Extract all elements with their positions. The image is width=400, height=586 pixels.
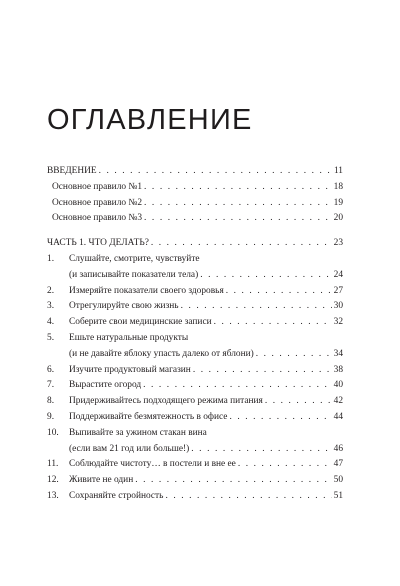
toc-page: 19 xyxy=(333,197,343,208)
toc-label: Основное правило №1 xyxy=(52,181,143,192)
toc-page: 46 xyxy=(333,443,343,454)
toc-label: ЧАСТЬ 1. ЧТО ДЕЛАТЬ? xyxy=(47,238,149,249)
leader-dots xyxy=(191,442,331,458)
toc-entry[interactable] xyxy=(47,473,343,489)
toc-number: 7. xyxy=(47,380,55,391)
leader-dots xyxy=(99,164,332,180)
toc-number: 1. xyxy=(47,253,55,264)
toc-page: 44 xyxy=(333,411,343,422)
toc-entry[interactable] xyxy=(47,442,343,458)
toc-page: 47 xyxy=(333,459,343,470)
toc-label: Изучите продуктовый магазин xyxy=(69,364,191,375)
toc-entry[interactable] xyxy=(47,180,343,196)
toc-number: 9. xyxy=(47,411,55,422)
toc-page: 50 xyxy=(333,475,343,486)
toc-page: 34 xyxy=(333,348,343,359)
page-title: ОГЛАВЛЕНИЕ xyxy=(47,104,253,136)
toc-number: 2. xyxy=(47,285,55,296)
toc-label: Измеряйте показатели своего здоровья xyxy=(69,285,224,296)
leader-dots xyxy=(144,180,332,196)
toc-page: 30 xyxy=(333,301,343,312)
leader-dots xyxy=(214,315,332,331)
leader-dots xyxy=(256,347,332,363)
leader-dots xyxy=(265,394,332,410)
toc-entry[interactable] xyxy=(47,394,343,410)
toc-number: 8. xyxy=(47,396,55,407)
leader-dots xyxy=(229,410,331,426)
leader-dots xyxy=(135,473,331,489)
toc-entry[interactable] xyxy=(47,363,343,379)
toc-label: (если вам 21 год или больше!) xyxy=(69,443,190,454)
leader-dots xyxy=(238,457,332,473)
toc-label: Основное правило №3 xyxy=(52,213,143,224)
toc-label: Сохраняйте стройность xyxy=(69,490,164,501)
toc-number: 12. xyxy=(47,475,59,486)
toc-entry[interactable] xyxy=(47,457,343,473)
toc-number: 4. xyxy=(47,317,55,328)
toc-page: 20 xyxy=(333,213,343,224)
toc-number: 3. xyxy=(47,301,55,312)
toc-entry[interactable] xyxy=(47,410,343,426)
leader-dots xyxy=(144,196,332,212)
toc-page: 42 xyxy=(333,396,343,407)
leader-dots xyxy=(144,211,332,227)
toc-page: 23 xyxy=(333,238,343,249)
toc-label: (и не давайте яблоку упасть далеко от яблони) xyxy=(69,348,254,359)
toc-label: Отрегулируйте свою жизнь xyxy=(69,301,179,312)
toc-number: 10. xyxy=(47,427,59,438)
table-of-contents xyxy=(47,164,343,505)
toc-page: 32 xyxy=(333,317,343,328)
toc-page: 40 xyxy=(333,380,343,391)
toc-number: 5. xyxy=(47,332,55,343)
leader-dots xyxy=(193,363,332,379)
leader-dots xyxy=(151,236,332,252)
toc-page: 24 xyxy=(333,269,343,280)
toc-entry[interactable] xyxy=(47,299,343,315)
toc-entry[interactable] xyxy=(47,236,343,252)
toc-label: ВВЕДЕНИЕ xyxy=(47,166,97,176)
leader-dots xyxy=(181,299,332,315)
leader-dots xyxy=(200,268,331,284)
toc-entry[interactable] xyxy=(47,347,343,363)
toc-label: Живите не один xyxy=(69,475,134,486)
toc-label: (и записывайте показатели тела) xyxy=(69,269,199,280)
toc-entry[interactable] xyxy=(47,252,343,268)
toc-entry[interactable] xyxy=(47,284,343,300)
toc-entry[interactable] xyxy=(47,268,343,284)
toc-entry[interactable] xyxy=(47,196,343,212)
toc-entry[interactable] xyxy=(47,378,343,394)
toc-page: 18 xyxy=(333,181,343,192)
toc-page: 11 xyxy=(333,166,343,176)
toc-entry[interactable] xyxy=(47,211,343,227)
toc-label: Основное правило №2 xyxy=(52,197,143,208)
leader-dots xyxy=(165,489,331,505)
toc-page: 27 xyxy=(333,285,343,296)
toc-label: Поддерживайте безмятежность в офисе xyxy=(69,411,228,422)
toc-entry[interactable] xyxy=(47,315,343,331)
toc-label: Соблюдайте чистоту… в постели и вне ее xyxy=(69,459,236,470)
toc-number: 6. xyxy=(47,364,55,375)
toc-label: Слушайте, смотрите, чувствуйте xyxy=(69,253,200,264)
toc-page: 38 xyxy=(333,364,343,375)
toc-label: Придерживайтесь подходящего режима питания xyxy=(69,396,263,407)
toc-number: 11. xyxy=(47,459,59,470)
toc-page: 51 xyxy=(333,490,343,501)
toc-entry[interactable] xyxy=(47,331,343,347)
toc-label: Соберите свои медицинские записи xyxy=(69,317,212,328)
toc-label: Ешьте натуральные продукты xyxy=(69,332,189,343)
leader-dots xyxy=(226,284,332,300)
toc-entry[interactable] xyxy=(47,489,343,505)
toc-entry[interactable] xyxy=(47,426,343,442)
toc-number: 13. xyxy=(47,490,59,501)
toc-entry[interactable] xyxy=(47,164,343,180)
toc-label: Вырастите огород xyxy=(69,380,142,391)
toc-label: Выпивайте за ужином стакан вина xyxy=(69,427,207,438)
leader-dots xyxy=(143,378,331,394)
